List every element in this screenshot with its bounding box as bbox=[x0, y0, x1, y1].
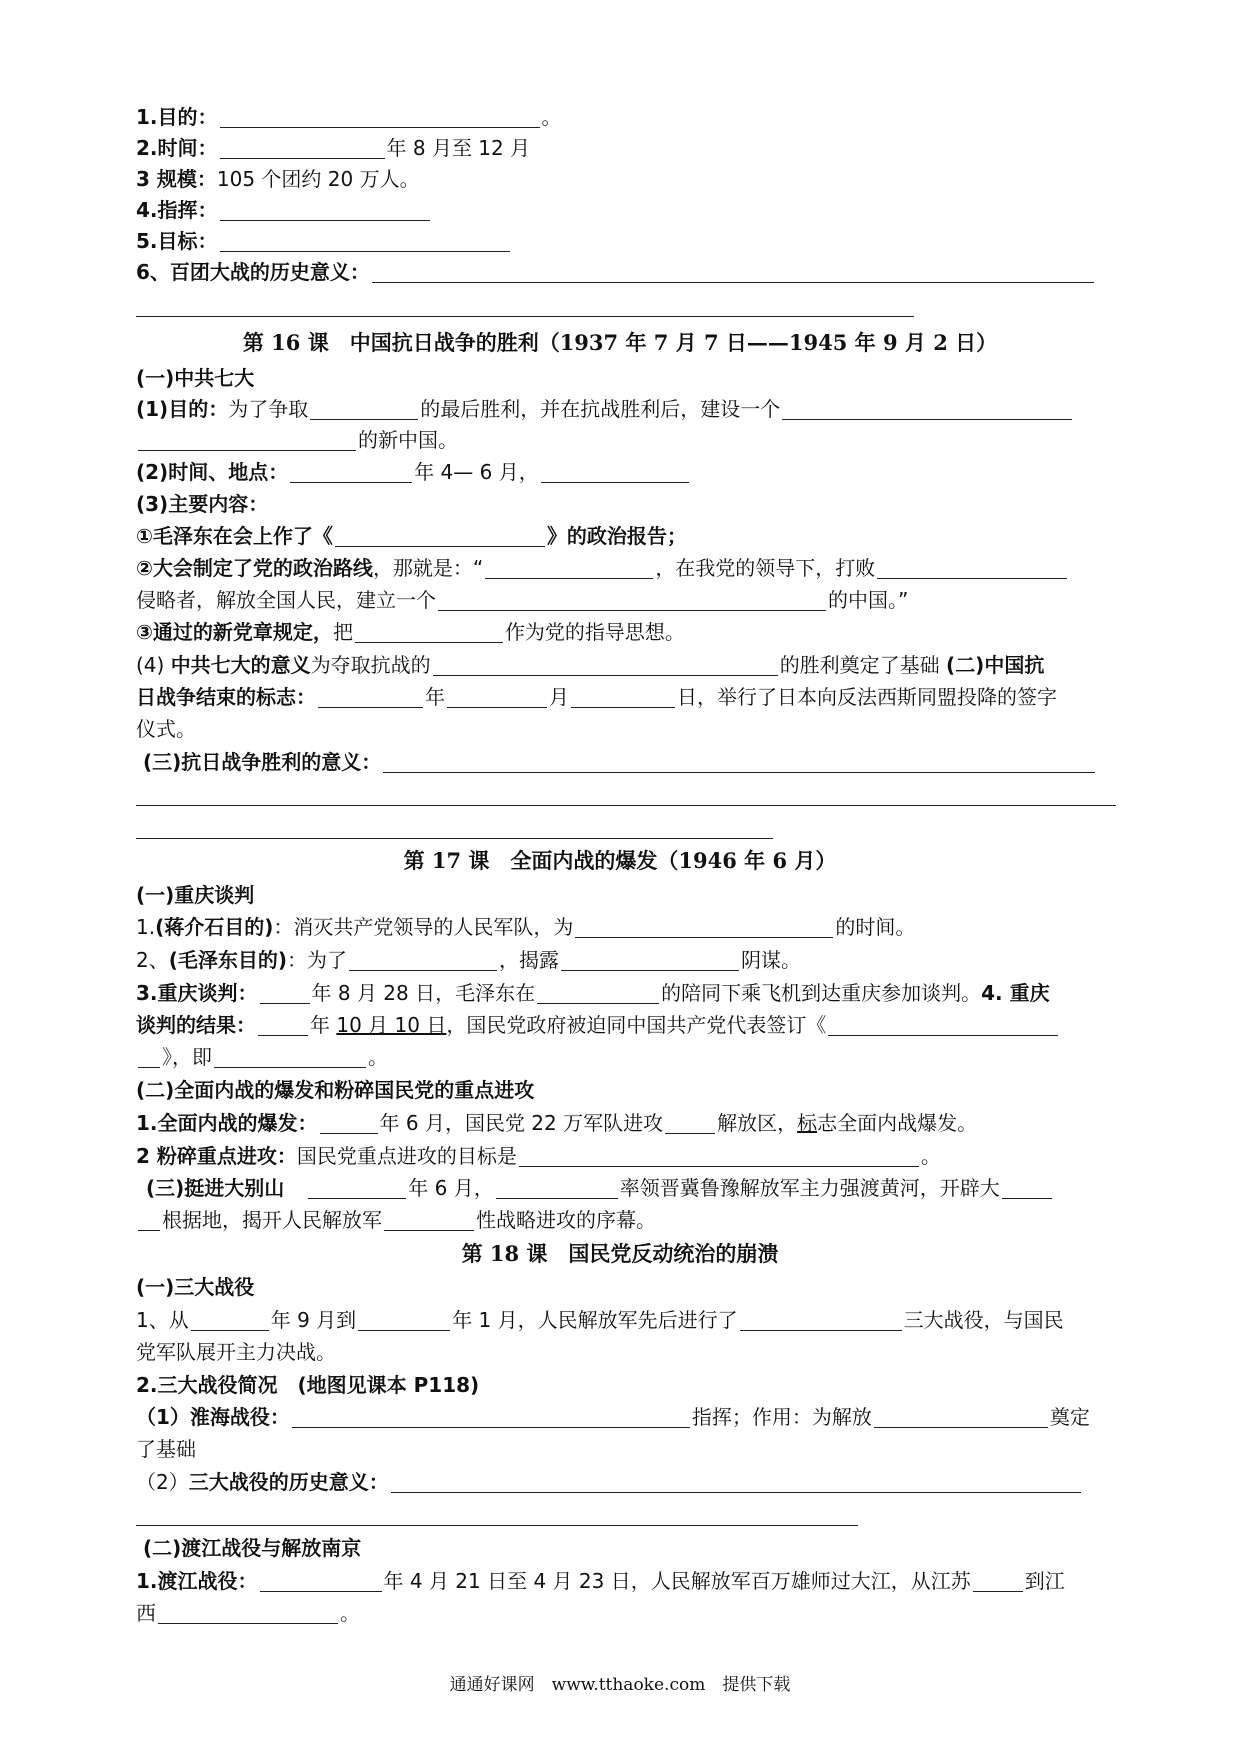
label: 1.全面内战的爆发： bbox=[136, 1111, 318, 1135]
text: 的胜利奠定了基础 bbox=[779, 653, 947, 677]
text: 年 6 月，国民党 22 万军队进攻 bbox=[379, 1111, 664, 1135]
text: 为夺取抗战的 bbox=[310, 653, 431, 677]
text: 根据地，揭开人民解放军 bbox=[162, 1208, 382, 1232]
text: 阴谋。 bbox=[741, 948, 802, 972]
blank[interactable] bbox=[191, 1308, 269, 1331]
lesson17-p2 bbox=[136, 945, 801, 975]
text: 西 bbox=[136, 1601, 156, 1625]
text: 的最后胜利，并在抗战胜利后，建设一个 bbox=[420, 397, 781, 421]
text: ，揭露 bbox=[499, 948, 560, 972]
text: 侵略者，解放全国人民，建立一个 bbox=[136, 588, 436, 612]
label: 3 规模： bbox=[136, 167, 217, 191]
label: 3.重庆谈判： bbox=[136, 981, 258, 1005]
blank-rule[interactable] bbox=[136, 1525, 858, 1526]
label: 1.目的： bbox=[136, 105, 218, 129]
text: 三大战役，与国民 bbox=[903, 1308, 1064, 1332]
line-significance bbox=[136, 257, 1096, 287]
blank-rule[interactable] bbox=[136, 316, 914, 317]
text: 的陪同下乘飞机到达重庆参加谈判。 bbox=[661, 981, 982, 1005]
footer-credit: 通通好课网 www.tthaoke.com 提供下载 bbox=[449, 1675, 791, 1695]
blank[interactable] bbox=[260, 981, 310, 1004]
text: 。 bbox=[340, 1601, 360, 1625]
label: 2 粉碎重点进攻： bbox=[136, 1144, 297, 1168]
text: 年 bbox=[425, 685, 445, 709]
text: 2、 bbox=[136, 948, 169, 972]
blank[interactable] bbox=[349, 948, 497, 971]
line-purpose bbox=[136, 102, 562, 132]
blank[interactable] bbox=[260, 1569, 382, 1592]
label: (二)中国抗 bbox=[946, 653, 1045, 677]
text: ，在我党的领导下，打败 bbox=[655, 556, 876, 580]
text: 的中国。” bbox=[828, 588, 909, 612]
line-scale bbox=[136, 164, 420, 194]
text: ：为了 bbox=[287, 948, 348, 972]
text: 年 8 月 28 日，毛泽东在 bbox=[311, 981, 536, 1005]
blank[interactable] bbox=[438, 588, 826, 611]
blank[interactable] bbox=[310, 397, 418, 420]
label: (2)时间、地点： bbox=[136, 460, 289, 484]
text: 年 9 月到 bbox=[270, 1308, 357, 1332]
lesson16-p7 bbox=[136, 650, 1044, 680]
blank[interactable] bbox=[874, 1405, 1048, 1428]
lesson16-p8 bbox=[143, 747, 1097, 777]
label: (毛泽东目的) bbox=[168, 948, 288, 972]
label: ③通过的新党章规定， bbox=[136, 620, 333, 644]
lesson17-section1: (一)重庆谈判 bbox=[136, 883, 255, 907]
lesson17-p3 bbox=[136, 978, 1050, 1008]
lesson16-p7-cont bbox=[136, 682, 1057, 712]
lesson18-p5 bbox=[136, 1566, 1065, 1596]
lesson17-p1 bbox=[136, 912, 915, 942]
blank[interactable] bbox=[158, 1601, 338, 1624]
blank[interactable] bbox=[877, 556, 1067, 579]
lesson18-p2: 2.三大战役简况 (地图见课本 P118) bbox=[136, 1373, 480, 1397]
text: 1、从 bbox=[136, 1308, 189, 1332]
blank[interactable] bbox=[665, 1111, 715, 1134]
blank[interactable] bbox=[358, 1308, 450, 1331]
blank[interactable] bbox=[519, 1144, 919, 1167]
label: 日战争结束的标志： bbox=[136, 685, 316, 709]
lesson18-p1-cont: 党军队展开主力决战。 bbox=[136, 1340, 336, 1364]
text: ①毛泽东在会上作了《 bbox=[136, 524, 333, 548]
text: 奠定 bbox=[1049, 1405, 1090, 1429]
lesson16-p5-cont bbox=[136, 585, 908, 615]
blank[interactable] bbox=[258, 1013, 308, 1036]
text: 1. bbox=[136, 915, 156, 939]
blank[interactable] bbox=[220, 105, 540, 128]
label: 1.渡江战役： bbox=[136, 1569, 258, 1593]
lesson16-p1-cont bbox=[136, 425, 458, 455]
blank[interactable] bbox=[541, 460, 689, 483]
lesson16-p7-cont2: 仪式。 bbox=[136, 717, 196, 741]
blank[interactable] bbox=[355, 620, 503, 643]
text: ，国民党政府被迫同中国共产党代表签订《 bbox=[446, 1013, 827, 1037]
blank-rule[interactable] bbox=[136, 838, 773, 839]
text: 。 bbox=[368, 1045, 388, 1069]
lesson16-p3: (3)主要内容： bbox=[136, 492, 269, 516]
label: (1)目的： bbox=[136, 397, 229, 421]
lesson17-p6-cont bbox=[136, 1205, 656, 1235]
label: (蒋介石目的) bbox=[155, 915, 274, 939]
lesson16-p5 bbox=[136, 553, 1069, 583]
label: ②大会制定了党的政治路线 bbox=[136, 556, 373, 580]
text: 年 bbox=[310, 1013, 337, 1037]
text: (4) bbox=[136, 653, 171, 677]
blank[interactable] bbox=[214, 1045, 366, 1068]
blank[interactable] bbox=[447, 685, 547, 708]
text: 的时间。 bbox=[835, 915, 916, 939]
blank[interactable] bbox=[571, 685, 675, 708]
text: 年 6 月， bbox=[408, 1176, 494, 1200]
text: 年 4 月 21 日至 4 月 23 日，人民解放军百万雄师过大江，从江苏 bbox=[383, 1569, 971, 1593]
text: ，那就是：“ bbox=[372, 556, 484, 580]
blank[interactable] bbox=[485, 556, 653, 579]
lesson16-p4 bbox=[136, 521, 687, 551]
text: 把 bbox=[332, 620, 353, 644]
lesson17-title: 第 17 课 全面内战的爆发（1946 年 6 月） bbox=[403, 848, 837, 873]
blank[interactable] bbox=[138, 1045, 160, 1068]
blank[interactable] bbox=[828, 1013, 1058, 1036]
text: 10 月 10 日 bbox=[336, 1013, 447, 1037]
lesson17-p3-cont2 bbox=[136, 1042, 388, 1072]
blank[interactable] bbox=[138, 428, 356, 451]
lesson18-p5-cont bbox=[136, 1598, 360, 1628]
blank[interactable] bbox=[561, 948, 739, 971]
lesson16-p1 bbox=[136, 394, 1074, 424]
blank[interactable] bbox=[320, 1111, 378, 1134]
text: 国民党重点进攻的目标是 bbox=[296, 1144, 517, 1168]
label: (三)挺进大别山 bbox=[146, 1176, 285, 1200]
text: 为了争取 bbox=[228, 397, 309, 421]
text: 性战略进攻的序幕。 bbox=[476, 1208, 656, 1232]
line-target bbox=[136, 226, 512, 256]
text: 日，举行了日本向反法西斯同盟投降的签字 bbox=[677, 685, 1057, 709]
text: 标 bbox=[797, 1111, 818, 1135]
label: 5.目标： bbox=[136, 229, 218, 253]
blank[interactable] bbox=[1002, 1176, 1052, 1199]
lesson16-section1: (一)中共七大 bbox=[136, 366, 255, 390]
text: ：消灭共产党领导的人民军队，为 bbox=[273, 915, 574, 939]
lesson17-p4 bbox=[136, 1108, 977, 1138]
label: （1）淮海战役： bbox=[136, 1405, 290, 1429]
text: 率领晋冀鲁豫解放军主力强渡黄河，开辟大 bbox=[619, 1176, 1000, 1200]
blank[interactable] bbox=[220, 198, 430, 221]
text: 作为党的指导思想。 bbox=[504, 620, 685, 644]
blank[interactable] bbox=[292, 1405, 690, 1428]
blank[interactable] bbox=[973, 1569, 1023, 1592]
label: (三)抗日战争胜利的意义： bbox=[143, 750, 382, 774]
lesson18-p1 bbox=[136, 1305, 1064, 1335]
text: 》的政治报告； bbox=[546, 524, 687, 548]
lesson18-p3-cont: 了基础 bbox=[136, 1437, 196, 1461]
blank[interactable] bbox=[318, 685, 423, 708]
blank[interactable] bbox=[537, 981, 659, 1004]
text: 的新中国。 bbox=[358, 428, 458, 452]
line-command bbox=[136, 195, 432, 225]
blank[interactable] bbox=[220, 136, 385, 159]
text: 》，即 bbox=[162, 1045, 212, 1069]
text: 志全面内战爆发。 bbox=[817, 1111, 978, 1135]
blank[interactable] bbox=[335, 524, 545, 547]
lesson16-title: 第 16 课 中国抗日战争的胜利（1937 年 7 月 7 日——1945 年 9 月 2 日） bbox=[242, 330, 998, 355]
text: 到江 bbox=[1024, 1569, 1065, 1593]
label: 6、百团大战的历史意义： bbox=[136, 260, 370, 284]
lesson18-p4 bbox=[136, 1467, 1083, 1497]
lesson16-p6 bbox=[136, 617, 685, 647]
label: 4. 重庆 bbox=[981, 981, 1050, 1005]
blank[interactable] bbox=[372, 260, 1094, 283]
blank[interactable] bbox=[782, 397, 1072, 420]
text: 指挥；作用：为解放 bbox=[691, 1405, 872, 1429]
text: （2） bbox=[136, 1470, 189, 1494]
lesson17-p5 bbox=[136, 1141, 941, 1171]
blank[interactable] bbox=[391, 1470, 1081, 1493]
text: 年 1 月，人民解放军先后进行了 bbox=[452, 1308, 738, 1332]
lesson18-section2: (二)渡江战役与解放南京 bbox=[143, 1536, 362, 1560]
label: 2.时间： bbox=[136, 136, 218, 160]
lesson17-p6 bbox=[146, 1173, 1054, 1203]
text: 。 bbox=[541, 105, 562, 129]
label: 谈判的结果： bbox=[136, 1013, 256, 1037]
lesson16-p2 bbox=[136, 457, 691, 487]
lesson17-section2: (二)全面内战的爆发和粉碎国民党的重点进攻 bbox=[136, 1078, 535, 1102]
lesson18-section1: (一)三大战役 bbox=[136, 1275, 255, 1299]
text: 月 bbox=[549, 685, 569, 709]
blank[interactable] bbox=[433, 653, 778, 676]
blank-rule[interactable] bbox=[136, 805, 1116, 806]
blank[interactable] bbox=[384, 1208, 474, 1231]
blank[interactable] bbox=[575, 915, 833, 938]
label: 中共七大的意义 bbox=[170, 653, 311, 677]
blank[interactable] bbox=[740, 1308, 902, 1331]
lesson18-title: 第 18 课 国民党反动统治的崩溃 bbox=[461, 1241, 779, 1266]
text: 年 8 月至 12 月 bbox=[386, 136, 531, 160]
label: 4.指挥： bbox=[136, 198, 218, 222]
blank[interactable] bbox=[138, 1208, 160, 1231]
blank[interactable] bbox=[496, 1176, 618, 1199]
lesson17-p3-cont bbox=[136, 1010, 1060, 1040]
line-time bbox=[136, 133, 530, 163]
text: 105 个团约 20 万人。 bbox=[216, 167, 420, 191]
label: 三大战役的历史意义： bbox=[188, 1470, 389, 1494]
blank[interactable] bbox=[220, 229, 510, 252]
blank[interactable] bbox=[290, 460, 412, 483]
text: 。 bbox=[920, 1144, 941, 1168]
blank[interactable] bbox=[383, 750, 1095, 773]
text: 解放区， bbox=[717, 1111, 798, 1135]
text: 年 4— 6 月， bbox=[414, 460, 539, 484]
lesson18-p3 bbox=[136, 1402, 1090, 1432]
blank[interactable] bbox=[308, 1176, 406, 1199]
